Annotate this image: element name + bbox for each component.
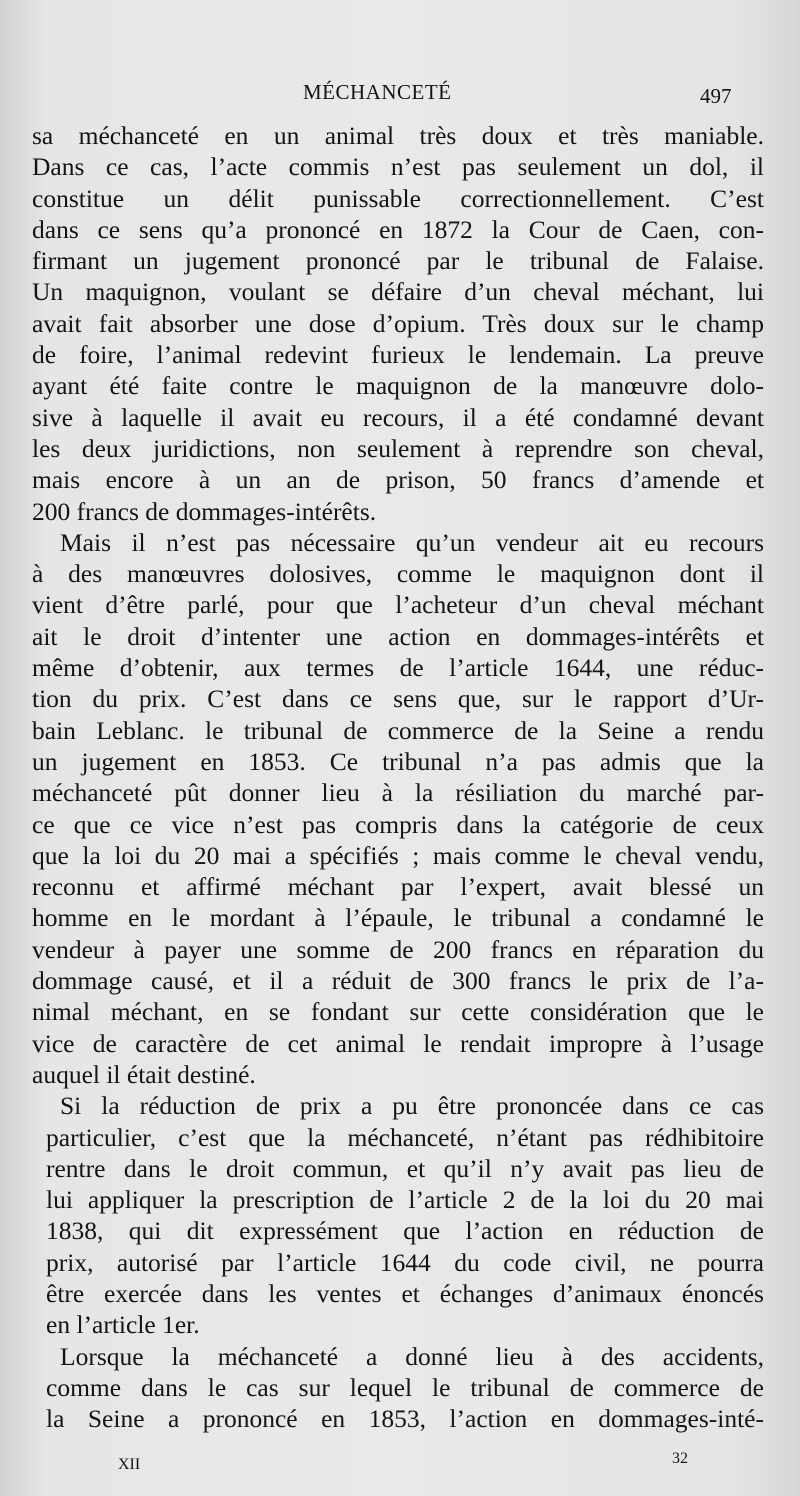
text-line: Mais il n’est pas nécessaire qu’un vendeur ait eu recours [60, 527, 764, 557]
text-line: Un maquignon, voulant se défaire d’un cheval méchant, lui [32, 277, 764, 307]
text-line: Lorsque la méchanceté a donné lieu à des accidents, [60, 1341, 764, 1371]
text-line: nimal méchant, en se fondant sur cette considération que le [32, 997, 764, 1027]
text-line: constitue un délit punissable correctionnellement. C’est [32, 183, 764, 213]
text-line: Si la réduction de prix a pu être prononcée dans ce cas [60, 1091, 764, 1121]
sheet-number: 32 [672, 1450, 688, 1467]
text-line: 200 francs de dommages-intérêts. [32, 496, 377, 526]
text-line: un jugement en 1853. Ce tribunal n’a pas admis que la [32, 746, 764, 776]
text-line: reconnu et affirmé méchant par l’expert, avait blessé un [32, 872, 764, 902]
text-line: firmant un jugement prononcé par le tribunal de Falaise. [32, 246, 764, 276]
text-line: vice de caractère de cet animal le rendait impropre à l’usage [32, 1028, 764, 1058]
text-line: Dans ce cas, l’acte commis n’est pas seulement un dol, il [32, 152, 764, 182]
text-line: ayant été faite contre le maquignon de la manœuvre dolo- [32, 371, 764, 401]
body-text [32, 120, 764, 1434]
text-line: rentre dans le droit commun, et qu’il n’y avait pas lieu de [46, 1153, 764, 1183]
text-line: dommage causé, et il a réduit de 300 francs le prix de l’a- [32, 966, 764, 996]
page-number: 497 [700, 84, 732, 108]
text-line: tion du prix. C’est dans ce sens que, sur le rapport d’Ur- [32, 684, 764, 714]
text-line: ce que ce vice n’est pas compris dans la catégorie de ceux [32, 809, 764, 839]
text-line: vient d’être parlé, pour que l’acheteur d’un cheval méchant [32, 590, 764, 620]
text-line: dans ce sens qu’a prononcé en 1872 la Cour de Caen, con- [32, 214, 764, 244]
text-line: 1838, qui dit expressément que l’action en réduction de [46, 1216, 764, 1246]
page-footer [0, 1450, 800, 1480]
text-line: les deux juridictions, non seulement à reprendre son cheval, [32, 433, 764, 463]
text-line: mais encore à un an de prison, 50 francs d’amende et [32, 465, 764, 495]
running-head [0, 80, 800, 110]
text-line: particulier, c’est que la méchanceté, n’étant pas rédhibitoire [46, 1122, 764, 1152]
text-line: lui appliquer la prescription de l’article 2 de la loi du 20 mai [46, 1185, 764, 1215]
text-line: bain Leblanc. le tribunal de commerce de la Seine a rendu [32, 715, 764, 745]
text-line: méchanceté pût donner lieu à la résiliation du marché par- [32, 778, 764, 808]
text-line: être exercée dans les ventes et échanges d’animaux énoncés [46, 1278, 764, 1308]
text-line: sa méchanceté en un animal très doux et très maniable. [32, 121, 764, 150]
text-line: même d’obtenir, aux termes de l’article 1644, une réduc- [32, 653, 764, 683]
text-line: avait fait absorber une dose d’opium. Très doux sur le champ [32, 308, 764, 338]
text-line: à des manœuvres dolosives, comme le maquignon dont il [32, 559, 764, 589]
text-line: prix, autorisé par l’article 1644 du code civil, ne pourra [46, 1247, 764, 1277]
text-line: la Seine a prononcé en 1853, l’action en dommages-inté- [46, 1404, 764, 1434]
signature-mark: XII [118, 1456, 141, 1473]
text-line: sive à laquelle il avait eu recours, il a été condamné devant [32, 402, 764, 432]
text-line: en l’article 1er. [46, 1310, 200, 1340]
text-line: homme en le mordant à l’épaule, le tribunal a condamné le [32, 903, 764, 933]
text-line: comme dans le cas sur lequel le tribunal de commerce de [46, 1372, 764, 1402]
text-line: vendeur à payer une somme de 200 francs en réparation du [32, 934, 764, 964]
text-line: ait le droit d’intenter une action en dommages-intérêts et [32, 621, 764, 651]
text-line: que la loi du 20 mai a spécifiés ; mais comme le cheval vendu, [32, 840, 764, 870]
text-line: auquel il était destiné. [32, 1059, 256, 1089]
text-line: de foire, l’animal redevint furieux le lendemain. La preuve [32, 340, 764, 370]
page-title: MÉCHANCETÉ [303, 80, 452, 104]
